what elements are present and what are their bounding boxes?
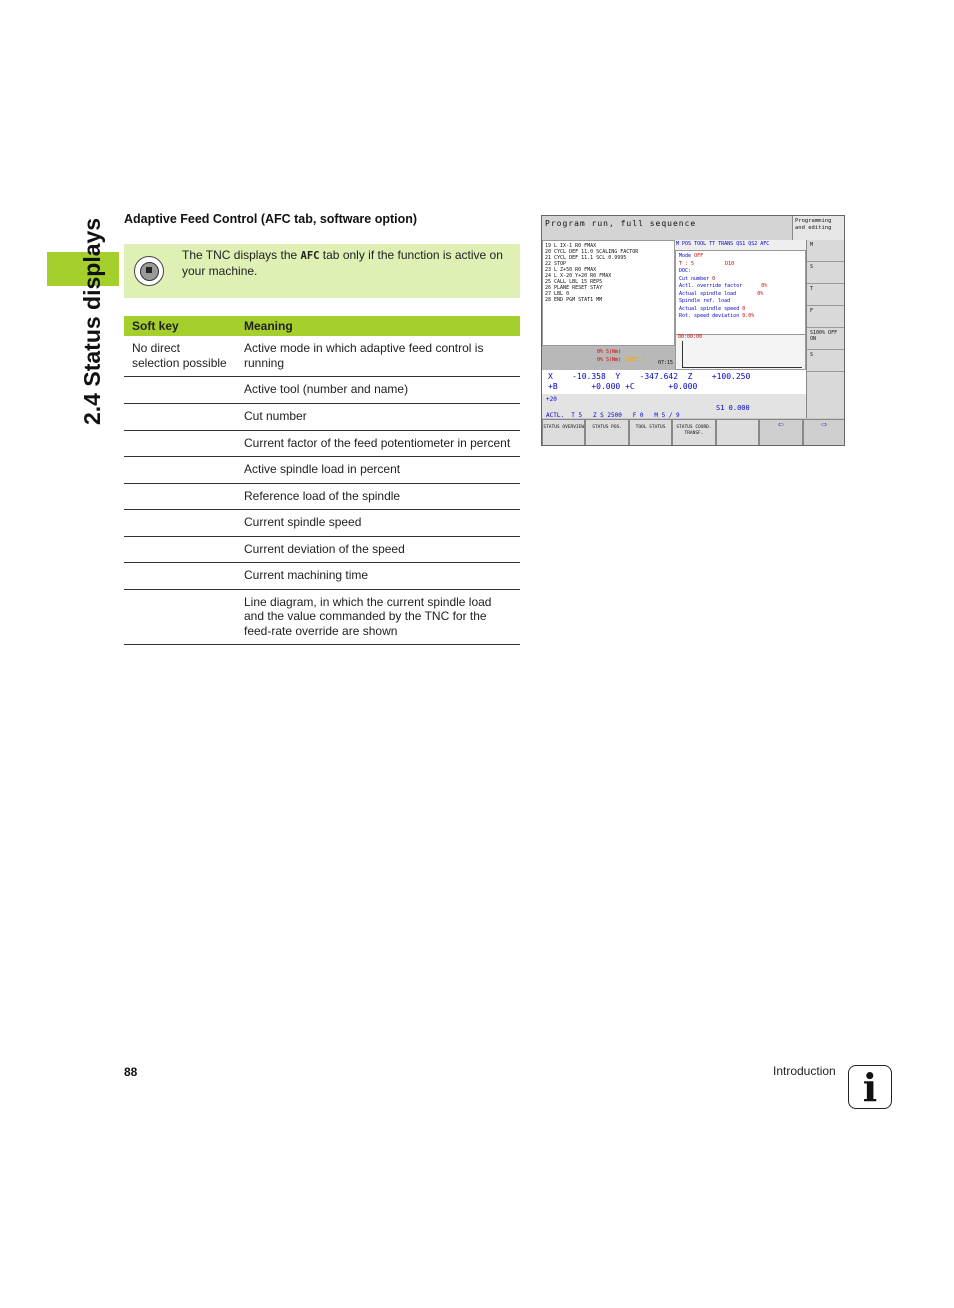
note-text: The TNC displays the AFC tab only if the function is active on your machine. (182, 248, 503, 278)
section-side-title: 2.4 Status displays (79, 217, 105, 425)
softkey-page-forward[interactable] (803, 419, 845, 446)
program-line: 21 CYCL DEF 11.1 SCL 0.9995 (545, 255, 627, 261)
position-row: X -10.358 Y -347.642 Z +100.250 (548, 372, 751, 381)
softkey-page-back[interactable] (759, 419, 802, 446)
softkey-table (124, 316, 520, 645)
header-soft-key: Soft key (124, 316, 236, 336)
section-title: Adaptive Feed Control (AFC tab, software option) (124, 212, 418, 226)
table-cell-key: No direct selection possible (124, 336, 236, 377)
chapter-name: Introduction (773, 1064, 836, 1078)
status-bar (542, 394, 806, 418)
softkey-status-overview[interactable]: STATUS OVERVIEW (542, 419, 585, 446)
table-cell-meaning: Cut number (236, 404, 520, 431)
table-row (124, 430, 520, 457)
table-cell-key (124, 404, 236, 431)
machine-function-icon (134, 256, 164, 286)
table-cell-meaning: Current deviation of the speed (236, 536, 520, 563)
table-cell-key (124, 536, 236, 563)
diagram-axis (682, 341, 683, 367)
table-cell-key (124, 563, 236, 590)
diagram-baseline (682, 367, 802, 368)
afc-field: T : 5 D10 (679, 260, 735, 267)
softkey-empty[interactable] (716, 419, 759, 446)
clock: 07:15 (657, 360, 673, 366)
afc-field: Mode OFF (679, 253, 704, 259)
table-row (124, 336, 520, 377)
load-display (542, 346, 675, 370)
table-row (124, 457, 520, 484)
table-row (124, 404, 520, 431)
machine-softkey-panel (806, 240, 845, 418)
table-cell-meaning: Line diagram, in which the current spindle load and the value commanded by the TNC for the feed-rate override are shown (236, 589, 520, 645)
program-line: 28 END PGM STAT1 MM (545, 297, 603, 303)
panel-key[interactable]: S100% OFF ON (807, 328, 845, 350)
program-line: 19 L IX-1 R0 FMAX (545, 243, 597, 249)
table-cell-key (124, 589, 236, 645)
table-cell-key (124, 377, 236, 404)
arrow-left-icon: ⇦ (778, 420, 784, 430)
screen-mode: Programming and editing (792, 216, 845, 240)
page-number: 88 (124, 1065, 138, 1079)
softkey-row (542, 419, 845, 446)
afc-field: Actl. override factor 0% (679, 283, 768, 289)
program-listing (542, 240, 675, 346)
table-cell-meaning: Active tool (number and name) (236, 377, 520, 404)
table-cell-key (124, 510, 236, 537)
tnc-screenshot (541, 215, 845, 446)
program-line: 20 CYCL DEF 11.0 SCALING FACTOR (545, 249, 639, 255)
position-row: +B +0.000 +C +0.000 (548, 382, 698, 391)
header-meaning: Meaning (236, 316, 520, 336)
table-row (124, 563, 520, 590)
note-box (124, 244, 520, 298)
panel-key[interactable]: S (807, 350, 845, 372)
table-row (124, 510, 520, 537)
table-cell-meaning: Current spindle speed (236, 510, 520, 537)
afc-field: Actual spindle load 0% (679, 290, 764, 297)
afc-field: Cut number 0 (679, 275, 716, 282)
program-line: 27 LBL 0 (545, 291, 570, 297)
spindle-row: S1 0.000 (716, 404, 750, 412)
program-line: 24 L X-20 Y+20 R0 FMAX (545, 273, 612, 279)
table-cell-meaning: Active spindle load in percent (236, 457, 520, 484)
screen-title: Program run, full sequence (542, 216, 792, 240)
table-cell-key (124, 483, 236, 510)
machining-time: 00:00:00 (678, 334, 703, 340)
panel-key[interactable]: M (807, 240, 845, 262)
softkey-tool-status[interactable]: TOOL STATUS (629, 419, 672, 446)
afc-field: Actual spindle speed 0 (679, 305, 746, 312)
table-row (124, 483, 520, 510)
info-icon: i (848, 1065, 892, 1109)
table-row (124, 589, 520, 645)
arrow-right-icon: ⇨ (821, 420, 827, 430)
table-row (124, 377, 520, 404)
feed-row: +20 (546, 396, 557, 403)
program-line: 22 STOP (545, 261, 567, 267)
afc-status-panel (675, 250, 806, 346)
table-cell-meaning: Current factor of the feed potentiometer in percent (236, 430, 520, 457)
load-line-diagram (675, 334, 806, 370)
load-label: 0% S(Nm) LIMIT 1 (597, 357, 646, 363)
status-tabs[interactable]: M POS TOOL TT TRANS QS1 QS2 AFC (675, 240, 806, 250)
table-cell-key (124, 457, 236, 484)
afc-field: Spindle ref. load (679, 298, 731, 304)
table-row (124, 536, 520, 563)
panel-key[interactable]: S (807, 262, 845, 284)
afc-field: Rot. speed deviation 0.0% (679, 313, 755, 319)
table-cell-key (124, 430, 236, 457)
table-cell-meaning: Reference load of the spindle (236, 483, 520, 510)
program-line: 26 PLANE RESET STAY (545, 285, 603, 291)
position-display (542, 370, 806, 394)
table-cell-meaning: Active mode in which adaptive feed control is running (236, 336, 520, 377)
load-label: 0% S(Nm) (597, 349, 622, 355)
table-header-row (124, 316, 520, 336)
afc-field: DOC: (679, 268, 692, 274)
softkey-status-coord-transf[interactable]: STATUS COORD. TRANSF. (672, 419, 715, 446)
status-row: ACTL. T 5 Z S 2500 F 0 M 5 / 9 (546, 412, 680, 419)
program-line: 25 CALL LBL 15 REP5 (545, 279, 603, 285)
panel-key[interactable]: F (807, 306, 845, 328)
panel-key[interactable]: T (807, 284, 845, 306)
table-cell-meaning: Current machining time (236, 563, 520, 590)
program-line: 23 L Z+50 R0 FMAX (545, 267, 597, 273)
softkey-status-pos[interactable]: STATUS POS. (585, 419, 628, 446)
